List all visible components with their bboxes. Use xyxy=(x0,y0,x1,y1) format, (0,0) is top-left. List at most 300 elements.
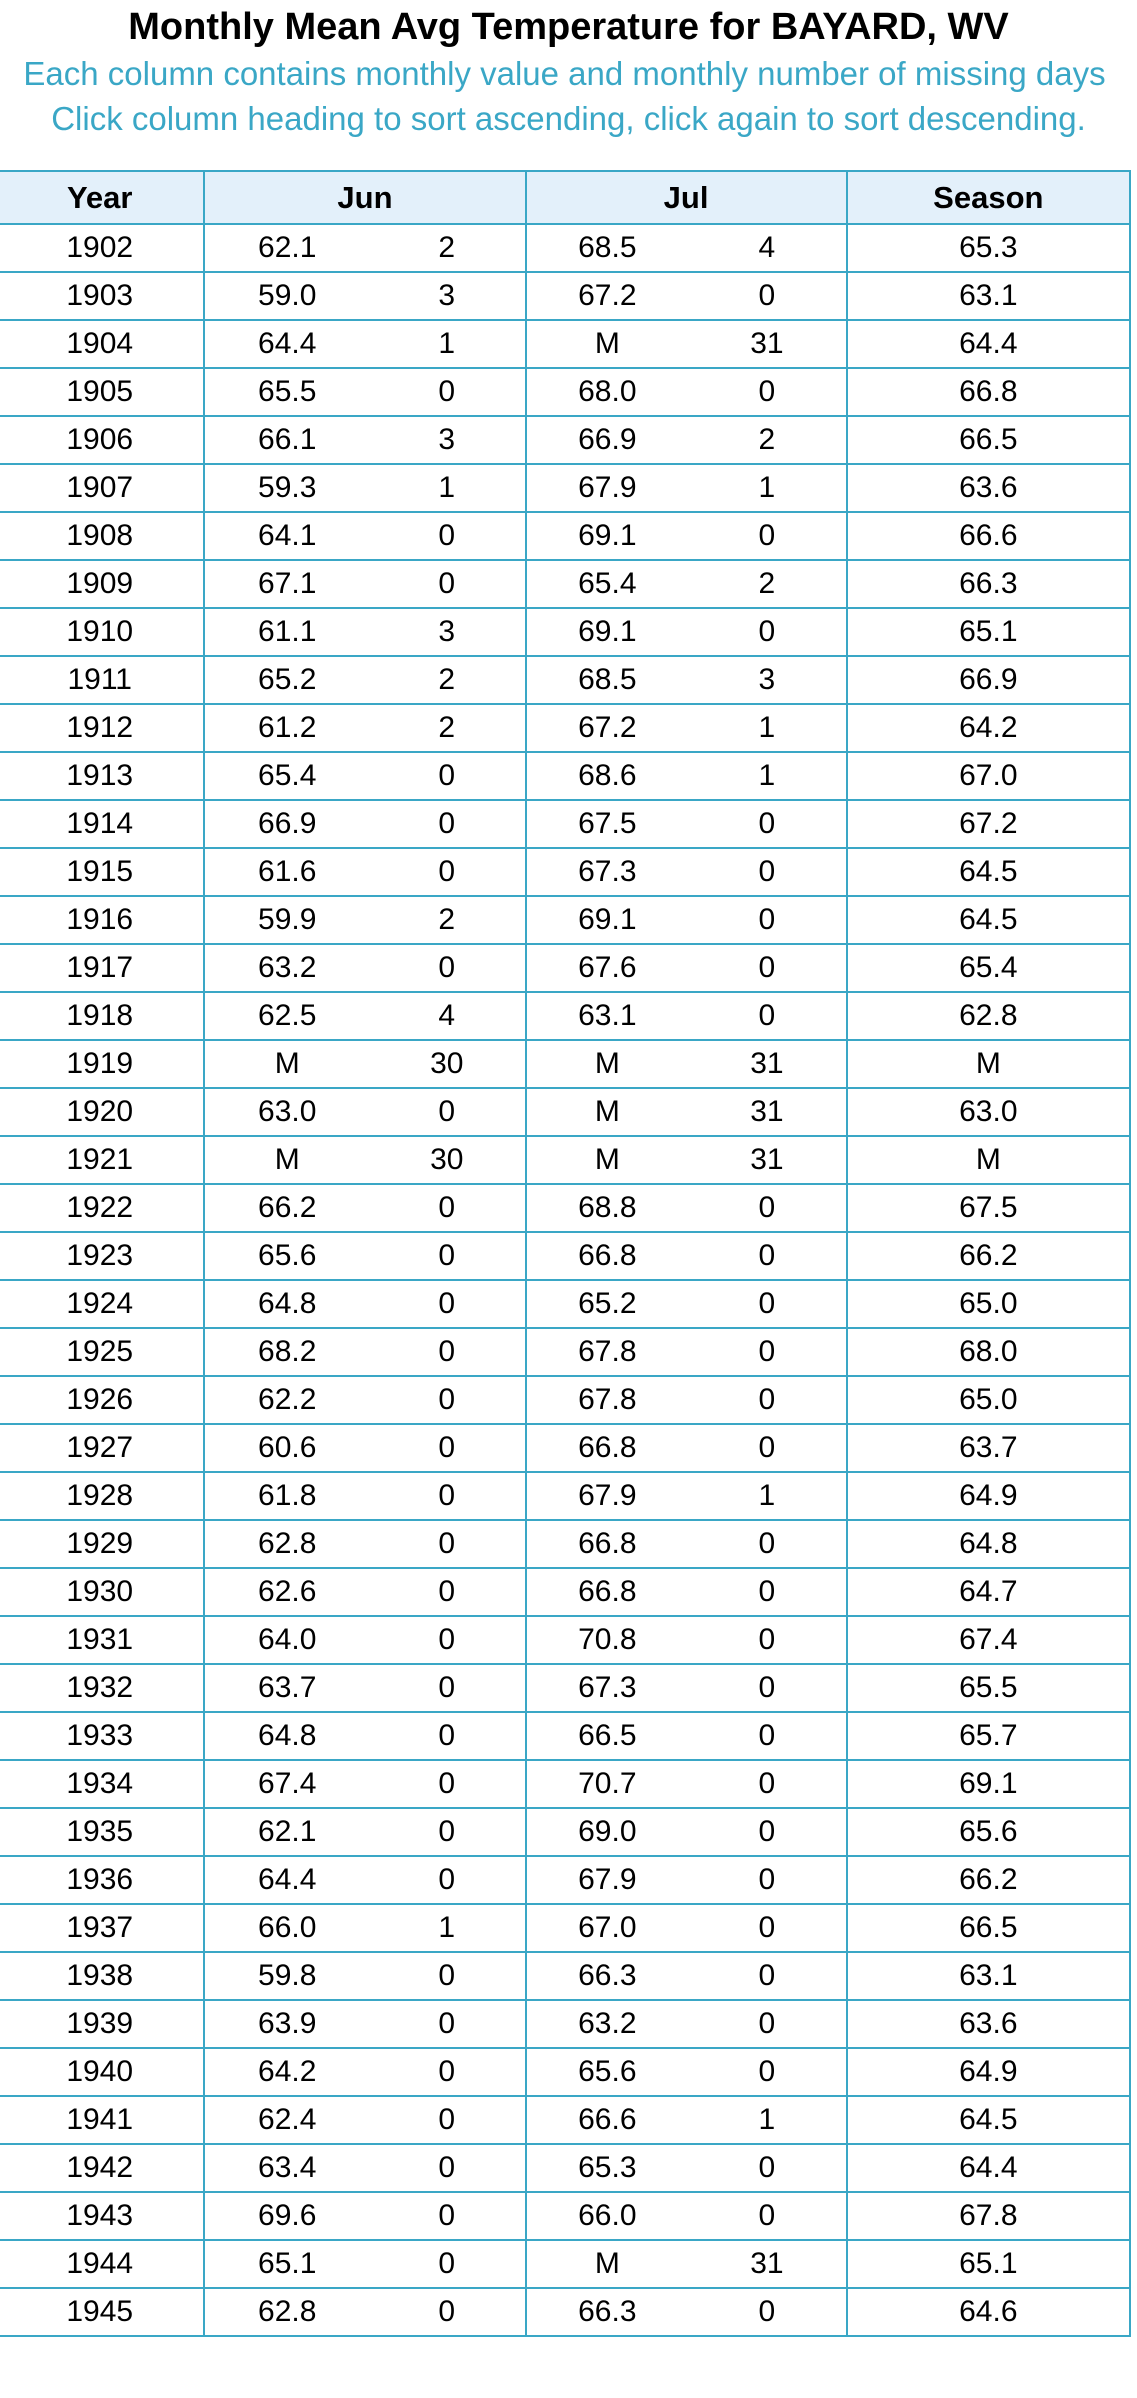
jun-value-cell: 66.2 xyxy=(204,1184,369,1232)
jul-missing-cell: 0 xyxy=(688,2144,847,2192)
season-cell: 67.4 xyxy=(847,1616,1130,1664)
jul-value-cell: 70.7 xyxy=(526,1760,689,1808)
jun-missing-cell: 0 xyxy=(369,1232,526,1280)
season-cell: 64.9 xyxy=(847,1472,1130,1520)
jun-missing-cell: 0 xyxy=(369,1760,526,1808)
jul-missing-cell: 0 xyxy=(688,1376,847,1424)
year-cell: 1942 xyxy=(0,2144,204,2192)
year-cell: 1943 xyxy=(0,2192,204,2240)
year-cell: 1911 xyxy=(0,656,204,704)
table-row xyxy=(0,608,1130,656)
table-row xyxy=(0,944,1130,992)
jun-missing-cell: 4 xyxy=(369,992,526,1040)
season-cell: 63.6 xyxy=(847,464,1130,512)
table-row xyxy=(0,848,1130,896)
jun-missing-cell: 0 xyxy=(369,1472,526,1520)
table-row xyxy=(0,224,1130,272)
column-header-year[interactable]: Year xyxy=(0,171,204,224)
season-cell: 62.8 xyxy=(847,992,1130,1040)
season-cell: 63.0 xyxy=(847,1088,1130,1136)
description-line-2: Click column heading to sort ascending, click again to sort descending. xyxy=(51,100,1086,137)
year-cell: 1928 xyxy=(0,1472,204,1520)
table-row xyxy=(0,1712,1130,1760)
jul-missing-cell: 0 xyxy=(688,1712,847,1760)
jul-missing-cell: 0 xyxy=(688,368,847,416)
jun-value-cell: 66.9 xyxy=(204,800,369,848)
jun-value-cell: 69.6 xyxy=(204,2192,369,2240)
table-row xyxy=(0,1424,1130,1472)
season-cell: M xyxy=(847,1040,1130,1088)
column-header-jul[interactable]: Jul xyxy=(526,171,847,224)
year-cell: 1944 xyxy=(0,2240,204,2288)
table-row xyxy=(0,272,1130,320)
jul-missing-cell: 1 xyxy=(688,1472,847,1520)
jul-missing-cell: 31 xyxy=(688,320,847,368)
jul-missing-cell: 0 xyxy=(688,1424,847,1472)
jul-missing-cell: 0 xyxy=(688,1328,847,1376)
jun-missing-cell: 0 xyxy=(369,1088,526,1136)
jul-missing-cell: 1 xyxy=(688,464,847,512)
jul-missing-cell: 0 xyxy=(688,2048,847,2096)
jul-value-cell: 66.8 xyxy=(526,1568,689,1616)
jun-value-cell: 62.5 xyxy=(204,992,369,1040)
jul-missing-cell: 0 xyxy=(688,1952,847,2000)
year-cell: 1907 xyxy=(0,464,204,512)
jun-missing-cell: 0 xyxy=(369,2144,526,2192)
year-cell: 1932 xyxy=(0,1664,204,1712)
jul-missing-cell: 0 xyxy=(688,1520,847,1568)
jun-value-cell: 66.0 xyxy=(204,1904,369,1952)
jul-missing-cell: 31 xyxy=(688,2240,847,2288)
jun-value-cell: 64.0 xyxy=(204,1616,369,1664)
year-cell: 1913 xyxy=(0,752,204,800)
table-row xyxy=(0,1040,1130,1088)
jun-value-cell: 63.7 xyxy=(204,1664,369,1712)
season-cell: 63.1 xyxy=(847,272,1130,320)
jul-value-cell: 68.0 xyxy=(526,368,689,416)
jun-missing-cell: 0 xyxy=(369,1376,526,1424)
season-cell: 64.5 xyxy=(847,848,1130,896)
jun-missing-cell: 0 xyxy=(369,2240,526,2288)
jul-value-cell: 67.3 xyxy=(526,848,689,896)
jul-missing-cell: 0 xyxy=(688,608,847,656)
season-cell: 65.4 xyxy=(847,944,1130,992)
year-cell: 1941 xyxy=(0,2096,204,2144)
jun-missing-cell: 30 xyxy=(369,1040,526,1088)
jul-missing-cell: 1 xyxy=(688,752,847,800)
description-line-1: Each column contains monthly value and monthly number of missing days xyxy=(23,55,1106,92)
season-cell: 67.0 xyxy=(847,752,1130,800)
year-cell: 1914 xyxy=(0,800,204,848)
year-cell: 1918 xyxy=(0,992,204,1040)
jun-value-cell: 65.6 xyxy=(204,1232,369,1280)
year-cell: 1922 xyxy=(0,1184,204,1232)
table-row xyxy=(0,752,1130,800)
table-row xyxy=(0,368,1130,416)
jun-value-cell: 65.5 xyxy=(204,368,369,416)
season-cell: 67.2 xyxy=(847,800,1130,848)
jun-value-cell: 62.1 xyxy=(204,224,369,272)
jun-value-cell: 66.1 xyxy=(204,416,369,464)
jun-missing-cell: 2 xyxy=(369,224,526,272)
table-row xyxy=(0,992,1130,1040)
year-cell: 1920 xyxy=(0,1088,204,1136)
jun-value-cell: M xyxy=(204,1136,369,1184)
jun-missing-cell: 0 xyxy=(369,560,526,608)
season-cell: M xyxy=(847,1136,1130,1184)
jul-missing-cell: 0 xyxy=(688,1808,847,1856)
jun-value-cell: 68.2 xyxy=(204,1328,369,1376)
jul-missing-cell: 0 xyxy=(688,992,847,1040)
jun-missing-cell: 2 xyxy=(369,704,526,752)
jul-value-cell: 67.9 xyxy=(526,464,689,512)
season-cell: 66.2 xyxy=(847,1856,1130,1904)
season-cell: 64.4 xyxy=(847,320,1130,368)
jun-value-cell: 65.4 xyxy=(204,752,369,800)
jul-value-cell: 67.6 xyxy=(526,944,689,992)
season-cell: 64.8 xyxy=(847,1520,1130,1568)
table-row xyxy=(0,1520,1130,1568)
jun-missing-cell: 1 xyxy=(369,464,526,512)
jun-missing-cell: 0 xyxy=(369,1712,526,1760)
jun-value-cell: 63.4 xyxy=(204,2144,369,2192)
table-row xyxy=(0,560,1130,608)
jul-value-cell: M xyxy=(526,1136,689,1184)
jun-missing-cell: 0 xyxy=(369,1520,526,1568)
jul-missing-cell: 0 xyxy=(688,2000,847,2048)
jul-missing-cell: 0 xyxy=(688,2288,847,2336)
page-title: Monthly Mean Avg Temperature for BAYARD, WV xyxy=(128,6,1009,48)
table-row xyxy=(0,1376,1130,1424)
table-row xyxy=(0,464,1130,512)
jun-value-cell: 61.1 xyxy=(204,608,369,656)
jul-missing-cell: 0 xyxy=(688,272,847,320)
jun-missing-cell: 0 xyxy=(369,512,526,560)
jun-missing-cell: 0 xyxy=(369,800,526,848)
jul-missing-cell: 4 xyxy=(688,224,847,272)
jul-value-cell: 69.1 xyxy=(526,608,689,656)
jun-missing-cell: 0 xyxy=(369,1808,526,1856)
jun-missing-cell: 1 xyxy=(369,320,526,368)
jun-missing-cell: 0 xyxy=(369,2288,526,2336)
jul-value-cell: 66.0 xyxy=(526,2192,689,2240)
jun-value-cell: 62.8 xyxy=(204,1520,369,1568)
table-body xyxy=(0,224,1130,2336)
jun-value-cell: 59.0 xyxy=(204,272,369,320)
year-cell: 1929 xyxy=(0,1520,204,1568)
jun-value-cell: 61.6 xyxy=(204,848,369,896)
jul-missing-cell: 31 xyxy=(688,1040,847,1088)
season-cell: 67.8 xyxy=(847,2192,1130,2240)
year-cell: 1904 xyxy=(0,320,204,368)
jul-value-cell: 65.3 xyxy=(526,2144,689,2192)
jun-value-cell: 62.2 xyxy=(204,1376,369,1424)
jun-missing-cell: 0 xyxy=(369,2096,526,2144)
season-cell: 64.7 xyxy=(847,1568,1130,1616)
jun-value-cell: 65.1 xyxy=(204,2240,369,2288)
jul-missing-cell: 0 xyxy=(688,1616,847,1664)
table-row xyxy=(0,320,1130,368)
season-cell: 65.0 xyxy=(847,1376,1130,1424)
season-cell: 65.3 xyxy=(847,224,1130,272)
jun-missing-cell: 0 xyxy=(369,944,526,992)
table-row xyxy=(0,1856,1130,1904)
year-cell: 1906 xyxy=(0,416,204,464)
season-cell: 65.7 xyxy=(847,1712,1130,1760)
table-row xyxy=(0,1952,1130,2000)
jul-missing-cell: 0 xyxy=(688,1232,847,1280)
jul-missing-cell: 0 xyxy=(688,1280,847,1328)
year-cell: 1931 xyxy=(0,1616,204,1664)
season-cell: 63.6 xyxy=(847,2000,1130,2048)
season-cell: 66.3 xyxy=(847,560,1130,608)
jul-value-cell: 67.2 xyxy=(526,272,689,320)
jun-missing-cell: 0 xyxy=(369,2048,526,2096)
season-cell: 66.8 xyxy=(847,368,1130,416)
jun-missing-cell: 2 xyxy=(369,656,526,704)
jun-value-cell: 62.8 xyxy=(204,2288,369,2336)
jun-value-cell: 63.9 xyxy=(204,2000,369,2048)
jun-value-cell: 64.1 xyxy=(204,512,369,560)
season-cell: 66.2 xyxy=(847,1232,1130,1280)
jul-value-cell: 69.1 xyxy=(526,896,689,944)
jul-missing-cell: 2 xyxy=(688,416,847,464)
jun-value-cell: 64.4 xyxy=(204,320,369,368)
jul-value-cell: 65.6 xyxy=(526,2048,689,2096)
table-header-row xyxy=(0,171,1130,224)
year-cell: 1908 xyxy=(0,512,204,560)
jun-missing-cell: 0 xyxy=(369,368,526,416)
jul-value-cell: 67.3 xyxy=(526,1664,689,1712)
jun-value-cell: 63.2 xyxy=(204,944,369,992)
year-cell: 1933 xyxy=(0,1712,204,1760)
season-cell: 64.2 xyxy=(847,704,1130,752)
table-row xyxy=(0,2096,1130,2144)
jun-missing-cell: 30 xyxy=(369,1136,526,1184)
year-cell: 1926 xyxy=(0,1376,204,1424)
table-row xyxy=(0,1664,1130,1712)
table-row xyxy=(0,2288,1130,2336)
jul-missing-cell: 2 xyxy=(688,560,847,608)
jun-missing-cell: 3 xyxy=(369,608,526,656)
jun-value-cell: 63.0 xyxy=(204,1088,369,1136)
year-cell: 1930 xyxy=(0,1568,204,1616)
temperature-table xyxy=(0,170,1131,2337)
jun-value-cell: 59.8 xyxy=(204,1952,369,2000)
table-row xyxy=(0,416,1130,464)
table-row xyxy=(0,2000,1130,2048)
year-cell: 1927 xyxy=(0,1424,204,1472)
jul-value-cell: 66.8 xyxy=(526,1232,689,1280)
jun-value-cell: 59.9 xyxy=(204,896,369,944)
year-cell: 1919 xyxy=(0,1040,204,1088)
jul-missing-cell: 0 xyxy=(688,896,847,944)
jul-missing-cell: 3 xyxy=(688,656,847,704)
jul-value-cell: M xyxy=(526,1088,689,1136)
jul-value-cell: 65.2 xyxy=(526,1280,689,1328)
year-cell: 1912 xyxy=(0,704,204,752)
jul-value-cell: 66.8 xyxy=(526,1424,689,1472)
jul-missing-cell: 1 xyxy=(688,2096,847,2144)
jun-value-cell: 64.8 xyxy=(204,1280,369,1328)
jul-value-cell: 66.5 xyxy=(526,1712,689,1760)
table-row xyxy=(0,2144,1130,2192)
table-row xyxy=(0,704,1130,752)
jul-value-cell: 67.0 xyxy=(526,1904,689,1952)
year-cell: 1921 xyxy=(0,1136,204,1184)
table-row xyxy=(0,1808,1130,1856)
jul-value-cell: 70.8 xyxy=(526,1616,689,1664)
table-row xyxy=(0,1088,1130,1136)
jun-value-cell: 67.4 xyxy=(204,1760,369,1808)
season-cell: 66.6 xyxy=(847,512,1130,560)
jul-value-cell: 68.5 xyxy=(526,224,689,272)
jul-value-cell: M xyxy=(526,2240,689,2288)
jul-missing-cell: 0 xyxy=(688,944,847,992)
jun-value-cell: 65.2 xyxy=(204,656,369,704)
jun-missing-cell: 2 xyxy=(369,896,526,944)
year-cell: 1925 xyxy=(0,1328,204,1376)
year-cell: 1917 xyxy=(0,944,204,992)
year-cell: 1910 xyxy=(0,608,204,656)
year-cell: 1935 xyxy=(0,1808,204,1856)
season-cell: 65.0 xyxy=(847,1280,1130,1328)
jun-value-cell: M xyxy=(204,1040,369,1088)
jul-value-cell: 67.8 xyxy=(526,1328,689,1376)
season-cell: 64.9 xyxy=(847,2048,1130,2096)
jun-missing-cell: 0 xyxy=(369,2000,526,2048)
year-cell: 1938 xyxy=(0,1952,204,2000)
jun-missing-cell: 1 xyxy=(369,1904,526,1952)
year-cell: 1945 xyxy=(0,2288,204,2336)
jun-value-cell: 61.8 xyxy=(204,1472,369,1520)
table-row xyxy=(0,2192,1130,2240)
jun-missing-cell: 0 xyxy=(369,752,526,800)
season-cell: 63.1 xyxy=(847,1952,1130,2000)
jun-missing-cell: 0 xyxy=(369,1184,526,1232)
jul-missing-cell: 0 xyxy=(688,1664,847,1712)
jun-missing-cell: 0 xyxy=(369,1664,526,1712)
jul-value-cell: 68.5 xyxy=(526,656,689,704)
season-cell: 64.5 xyxy=(847,2096,1130,2144)
season-cell: 69.1 xyxy=(847,1760,1130,1808)
jul-missing-cell: 0 xyxy=(688,2192,847,2240)
jul-value-cell: 68.6 xyxy=(526,752,689,800)
jun-value-cell: 60.6 xyxy=(204,1424,369,1472)
jul-value-cell: 67.9 xyxy=(526,1856,689,1904)
year-cell: 1939 xyxy=(0,2000,204,2048)
season-cell: 67.5 xyxy=(847,1184,1130,1232)
season-cell: 68.0 xyxy=(847,1328,1130,1376)
year-cell: 1924 xyxy=(0,1280,204,1328)
year-cell: 1940 xyxy=(0,2048,204,2096)
table-row xyxy=(0,1904,1130,1952)
jul-value-cell: 67.8 xyxy=(526,1376,689,1424)
season-cell: 64.4 xyxy=(847,2144,1130,2192)
jun-missing-cell: 0 xyxy=(369,1328,526,1376)
jun-missing-cell: 0 xyxy=(369,1568,526,1616)
table-row xyxy=(0,1328,1130,1376)
year-cell: 1916 xyxy=(0,896,204,944)
jun-missing-cell: 0 xyxy=(369,848,526,896)
jul-missing-cell: 0 xyxy=(688,1904,847,1952)
jul-missing-cell: 0 xyxy=(688,1568,847,1616)
jun-missing-cell: 0 xyxy=(369,1424,526,1472)
jun-missing-cell: 0 xyxy=(369,1280,526,1328)
jul-missing-cell: 0 xyxy=(688,1856,847,1904)
season-cell: 66.9 xyxy=(847,656,1130,704)
season-cell: 65.1 xyxy=(847,2240,1130,2288)
jul-missing-cell: 31 xyxy=(688,1088,847,1136)
jul-value-cell: 66.6 xyxy=(526,2096,689,2144)
jul-value-cell: 63.1 xyxy=(526,992,689,1040)
jun-value-cell: 67.1 xyxy=(204,560,369,608)
jun-value-cell: 61.2 xyxy=(204,704,369,752)
jul-value-cell: 69.1 xyxy=(526,512,689,560)
jun-missing-cell: 3 xyxy=(369,416,526,464)
jul-value-cell: 69.0 xyxy=(526,1808,689,1856)
table-row xyxy=(0,1760,1130,1808)
season-cell: 66.5 xyxy=(847,416,1130,464)
jun-missing-cell: 0 xyxy=(369,2192,526,2240)
table-row xyxy=(0,2048,1130,2096)
year-cell: 1937 xyxy=(0,1904,204,1952)
jul-missing-cell: 0 xyxy=(688,512,847,560)
jun-value-cell: 59.3 xyxy=(204,464,369,512)
jul-value-cell: 63.2 xyxy=(526,2000,689,2048)
jul-value-cell: 68.8 xyxy=(526,1184,689,1232)
year-cell: 1934 xyxy=(0,1760,204,1808)
column-header-season[interactable]: Season xyxy=(847,171,1130,224)
year-cell: 1936 xyxy=(0,1856,204,1904)
year-cell: 1923 xyxy=(0,1232,204,1280)
jul-missing-cell: 0 xyxy=(688,1760,847,1808)
jul-missing-cell: 0 xyxy=(688,848,847,896)
season-cell: 64.5 xyxy=(847,896,1130,944)
table-row xyxy=(0,1568,1130,1616)
jun-missing-cell: 0 xyxy=(369,1952,526,2000)
season-cell: 65.6 xyxy=(847,1808,1130,1856)
jul-missing-cell: 1 xyxy=(688,704,847,752)
column-header-jun[interactable]: Jun xyxy=(204,171,525,224)
jul-value-cell: M xyxy=(526,1040,689,1088)
jun-value-cell: 64.2 xyxy=(204,2048,369,2096)
table-row xyxy=(0,800,1130,848)
table-row xyxy=(0,656,1130,704)
table-row xyxy=(0,896,1130,944)
table-row xyxy=(0,1472,1130,1520)
jun-missing-cell: 0 xyxy=(369,1616,526,1664)
jul-value-cell: 67.9 xyxy=(526,1472,689,1520)
jun-missing-cell: 3 xyxy=(369,272,526,320)
season-cell: 65.1 xyxy=(847,608,1130,656)
jul-missing-cell: 31 xyxy=(688,1136,847,1184)
year-cell: 1915 xyxy=(0,848,204,896)
table-row xyxy=(0,1232,1130,1280)
year-cell: 1909 xyxy=(0,560,204,608)
jun-value-cell: 64.4 xyxy=(204,1856,369,1904)
jul-value-cell: 66.3 xyxy=(526,2288,689,2336)
jul-value-cell: 66.3 xyxy=(526,1952,689,2000)
table-row xyxy=(0,1184,1130,1232)
season-cell: 65.5 xyxy=(847,1664,1130,1712)
jul-value-cell: 66.8 xyxy=(526,1520,689,1568)
jul-missing-cell: 0 xyxy=(688,1184,847,1232)
jun-value-cell: 62.6 xyxy=(204,1568,369,1616)
year-cell: 1902 xyxy=(0,224,204,272)
season-cell: 64.6 xyxy=(847,2288,1130,2336)
season-cell: 66.5 xyxy=(847,1904,1130,1952)
